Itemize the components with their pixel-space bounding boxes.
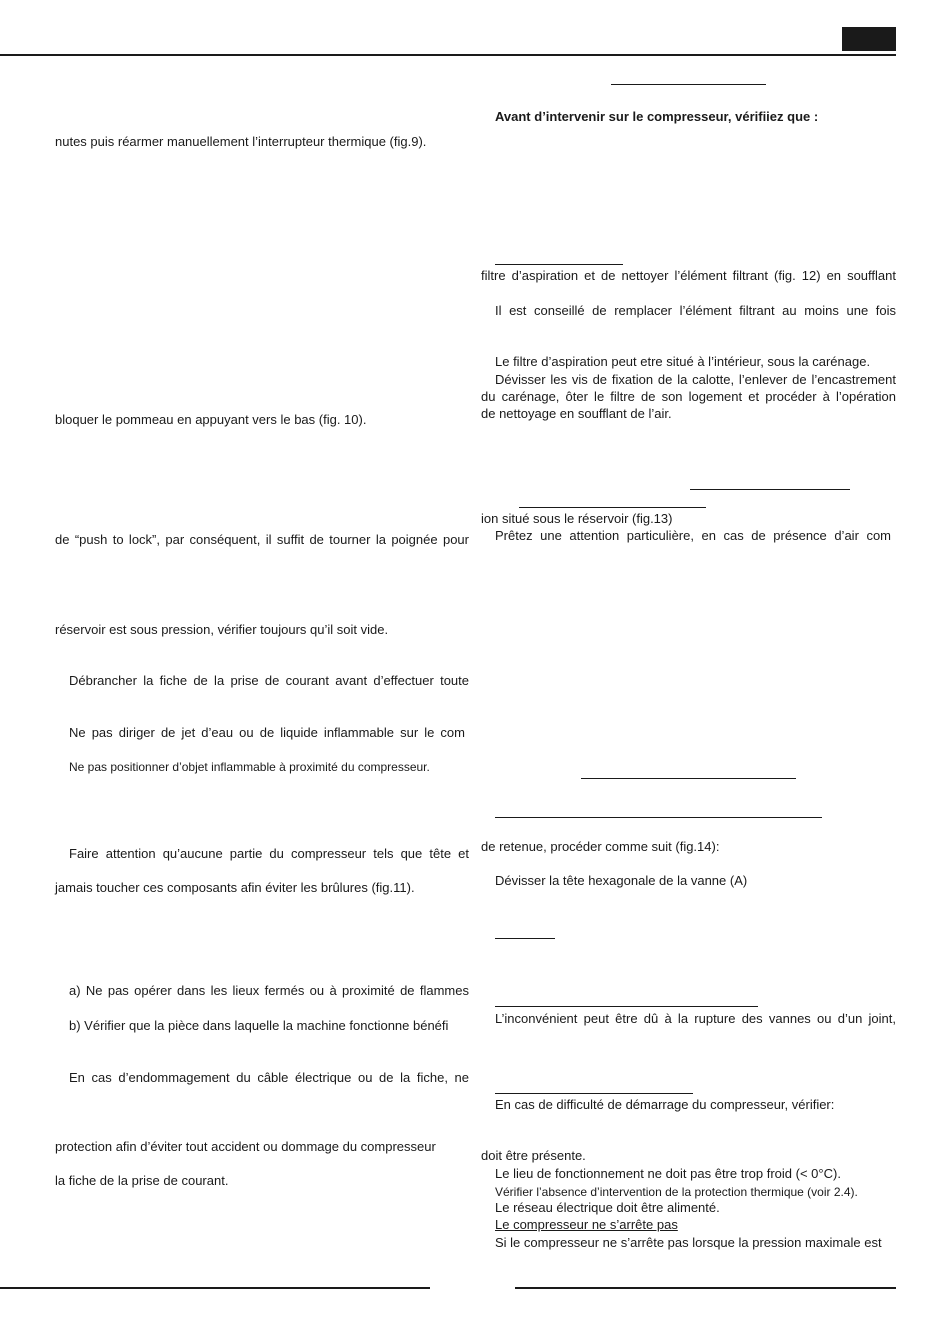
body-text-line: b) Vérifier que la pièce dans laquelle la machine fonctionne bénéfi bbox=[69, 1018, 449, 1033]
body-text-line: de “push to lock”, par conséquent, il suffit de tourner la poignée pour bbox=[55, 532, 469, 547]
footer-rule-left bbox=[0, 1287, 430, 1289]
header-rule bbox=[0, 54, 896, 56]
body-text-line: Vérifier l’absence d’intervention de la protection thermique (voir 2.4). bbox=[495, 1185, 858, 1199]
body-text-line: Ne pas positionner d’objet inflammable à proximité du compresseur. bbox=[69, 760, 430, 774]
body-text-line: la fiche de la prise de courant. bbox=[55, 1173, 229, 1188]
footer-rule-right bbox=[515, 1287, 896, 1289]
heading-underline bbox=[519, 507, 706, 508]
heading-underline bbox=[690, 489, 850, 490]
body-text-line: jamais toucher ces composants afin éviter les brûlures (fig.11). bbox=[55, 880, 415, 895]
page-tab-marker bbox=[842, 27, 896, 51]
heading-underline bbox=[495, 1093, 693, 1094]
body-text-line: Prêtez une attention particulière, en cas de présence d’air com bbox=[495, 528, 891, 543]
body-text-line: En cas de difficulté de démarrage du compresseur, vérifier: bbox=[495, 1097, 835, 1112]
body-text-line: bloquer le pommeau en appuyant vers le bas (fig. 10). bbox=[55, 412, 367, 427]
heading-underline bbox=[581, 778, 796, 779]
body-text-line: Dévisser la tête hexagonale de la vanne (A) bbox=[495, 873, 748, 888]
heading-underline bbox=[611, 84, 766, 85]
section-intro: Avant d’intervenir sur le compresseur, vérifiiez que : bbox=[495, 109, 819, 124]
body-text-line: a) Ne pas opérer dans les lieux fermés ou à proximité de flammes bbox=[69, 983, 469, 998]
body-text-line: du carénage, ôter le filtre de son logement et procéder à l’opération bbox=[481, 389, 896, 404]
body-text-line: Faire attention qu’aucune partie du compresseur tels que tête et bbox=[69, 846, 469, 861]
body-text-line: Débrancher la fiche de la prise de courant avant d’effectuer toute bbox=[69, 673, 469, 688]
body-text-line: L’inconvénient peut être dû à la rupture des vannes ou d’un joint, bbox=[495, 1011, 896, 1026]
body-text-line: Si le compresseur ne s’arrête pas lorsque la pression maximale est bbox=[495, 1235, 882, 1250]
heading-underline bbox=[495, 1006, 758, 1007]
body-text-line: Il est conseillé de remplacer l’élément filtrant au moins une fois bbox=[495, 303, 896, 318]
heading-underline bbox=[495, 817, 822, 818]
subsection-heading: Le compresseur ne s’arrête pas bbox=[495, 1217, 678, 1232]
body-text-line: Dévisser les vis de fixation de la calotte, l’enlever de l’encastrement bbox=[495, 372, 896, 387]
body-text-line: nutes puis réarmer manuellement l’interrupteur thermique (fig.9). bbox=[55, 134, 427, 149]
body-text-line: ion situé sous le réservoir (fig.13) bbox=[481, 511, 673, 526]
body-text-line: de retenue, procéder comme suit (fig.14): bbox=[481, 839, 720, 854]
heading-underline bbox=[495, 938, 555, 939]
body-text-line: réservoir est sous pression, vérifier toujours qu’il soit vide. bbox=[55, 622, 389, 637]
body-text-line: Ne pas diriger de jet d’eau ou de liquide inflammable sur le com bbox=[69, 725, 465, 740]
heading-underline bbox=[495, 264, 623, 265]
body-text-line: de nettoyage en soufflant de l’air. bbox=[481, 406, 672, 421]
body-text-line: Le réseau électrique doit être alimenté. bbox=[495, 1200, 720, 1215]
body-text-line: doit être présente. bbox=[481, 1148, 586, 1163]
body-text-line: filtre d’aspiration et de nettoyer l’élément filtrant (fig. 12) en soufflant bbox=[481, 268, 896, 283]
body-text-line: Le lieu de fonctionnement ne doit pas être trop froid (< 0°C). bbox=[495, 1166, 841, 1181]
body-text-line: Le filtre d’aspiration peut etre situé à l’intérieur, sous la carénage. bbox=[495, 354, 871, 369]
body-text-line: protection afin d’éviter tout accident ou dommage du compresseur bbox=[55, 1139, 436, 1154]
body-text-line: En cas d’endommagement du câble électrique ou de la fiche, ne bbox=[69, 1070, 469, 1085]
